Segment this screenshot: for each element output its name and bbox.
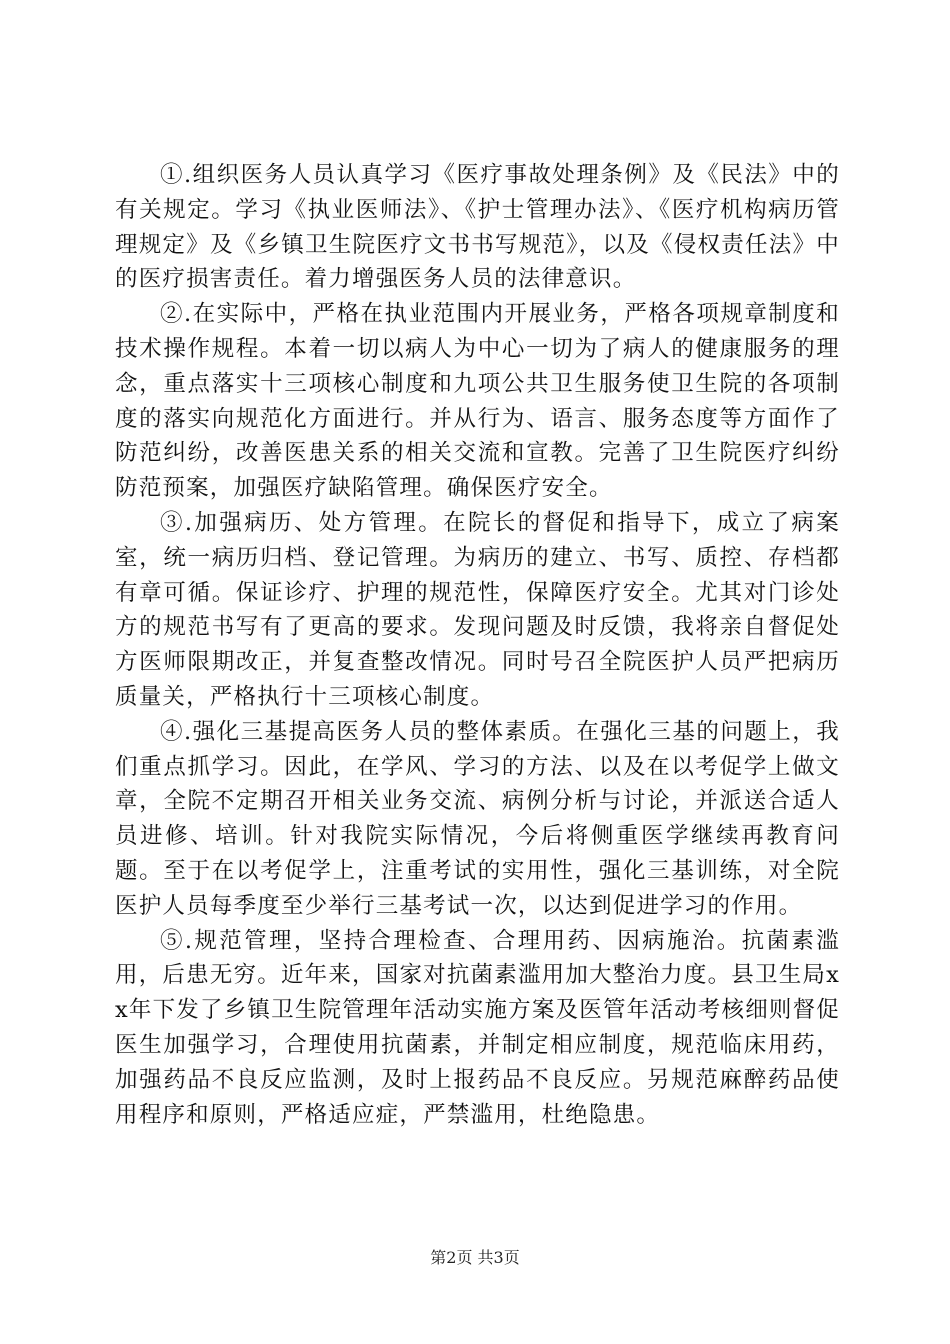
paragraph-3: ③.加强病历、处方管理。在院长的督促和指导下，成立了病案室，统一病历归档、登记管理。为病历的建立、书写、质控、存档都有章可循。保证诊疗、护理的规范性，保障医疗安全。尤其对门诊处方的规范书写有了更高的要求。发现问题及时反馈，我将亲自督促处方医师限期改正，并复查整改情况。同时号召全院医护人员严把病历质量关，严格执行十三项核心制度。 (115, 509, 840, 710)
body-text (115, 158, 840, 1132)
paragraph-5: ⑤.规范管理，坚持合理检查、合理用药、因病施治。抗菌素滥用，后患无穷。近年来，国家对抗菌素滥用加大整治力度。县卫生局xx年下发了乡镇卫生院管理年活动实施方案及医管年活动考核细则督促医生加强学习，合理使用抗菌素，并制定相应制度，规范临床用药，加强药品不良反应监测，及时上报药品不良反应。另规范麻醉药品使用程序和原则，严格适应症，严禁滥用，杜绝隐患。 (115, 927, 840, 1128)
paragraph-4: ④.强化三基提高医务人员的整体素质。在强化三基的问题上，我们重点抓学习。因此，在学风、学习的方法、以及在以考促学上做文章，全院不定期召开相关业务交流、病例分析与讨论，并派送合适人员进修、培训。针对我院实际情况，今后将侧重医学继续再教育问题。至于在以考促学上，注重考试的实用性，强化三基训练，对全院医护人员每季度至少举行三基考试一次，以达到促进学习的作用。 (115, 718, 840, 919)
page-footer: 第2页 共3页 (430, 1248, 520, 1267)
paragraph-1: ①.组织医务人员认真学习《医疗事故处理条例》及《民法》中的有关规定。学习《执业医师法》、《护士管理办法》、《医疗机构病历管理规定》及《乡镇卫生院医疗文书书写规范》，以及《侵权责任法》中的医疗损害责任。着力增强医务人员的法律意识。 (115, 162, 840, 293)
paragraph-2: ②.在实际中，严格在执业范围内开展业务，严格各项规章制度和技术操作规程。本着一切以病人为中心一切为了病人的健康服务的理念，重点落实十三项核心制度和九项公共卫生服务使卫生院的各项制度的落实向规范化方面进行。并从行为、语言、服务态度等方面作了防范纠纷，改善医患关系的相关交流和宣教。完善了卫生院医疗纠纷防范预案，加强医疗缺陷管理。确保医疗安全。 (115, 301, 840, 502)
